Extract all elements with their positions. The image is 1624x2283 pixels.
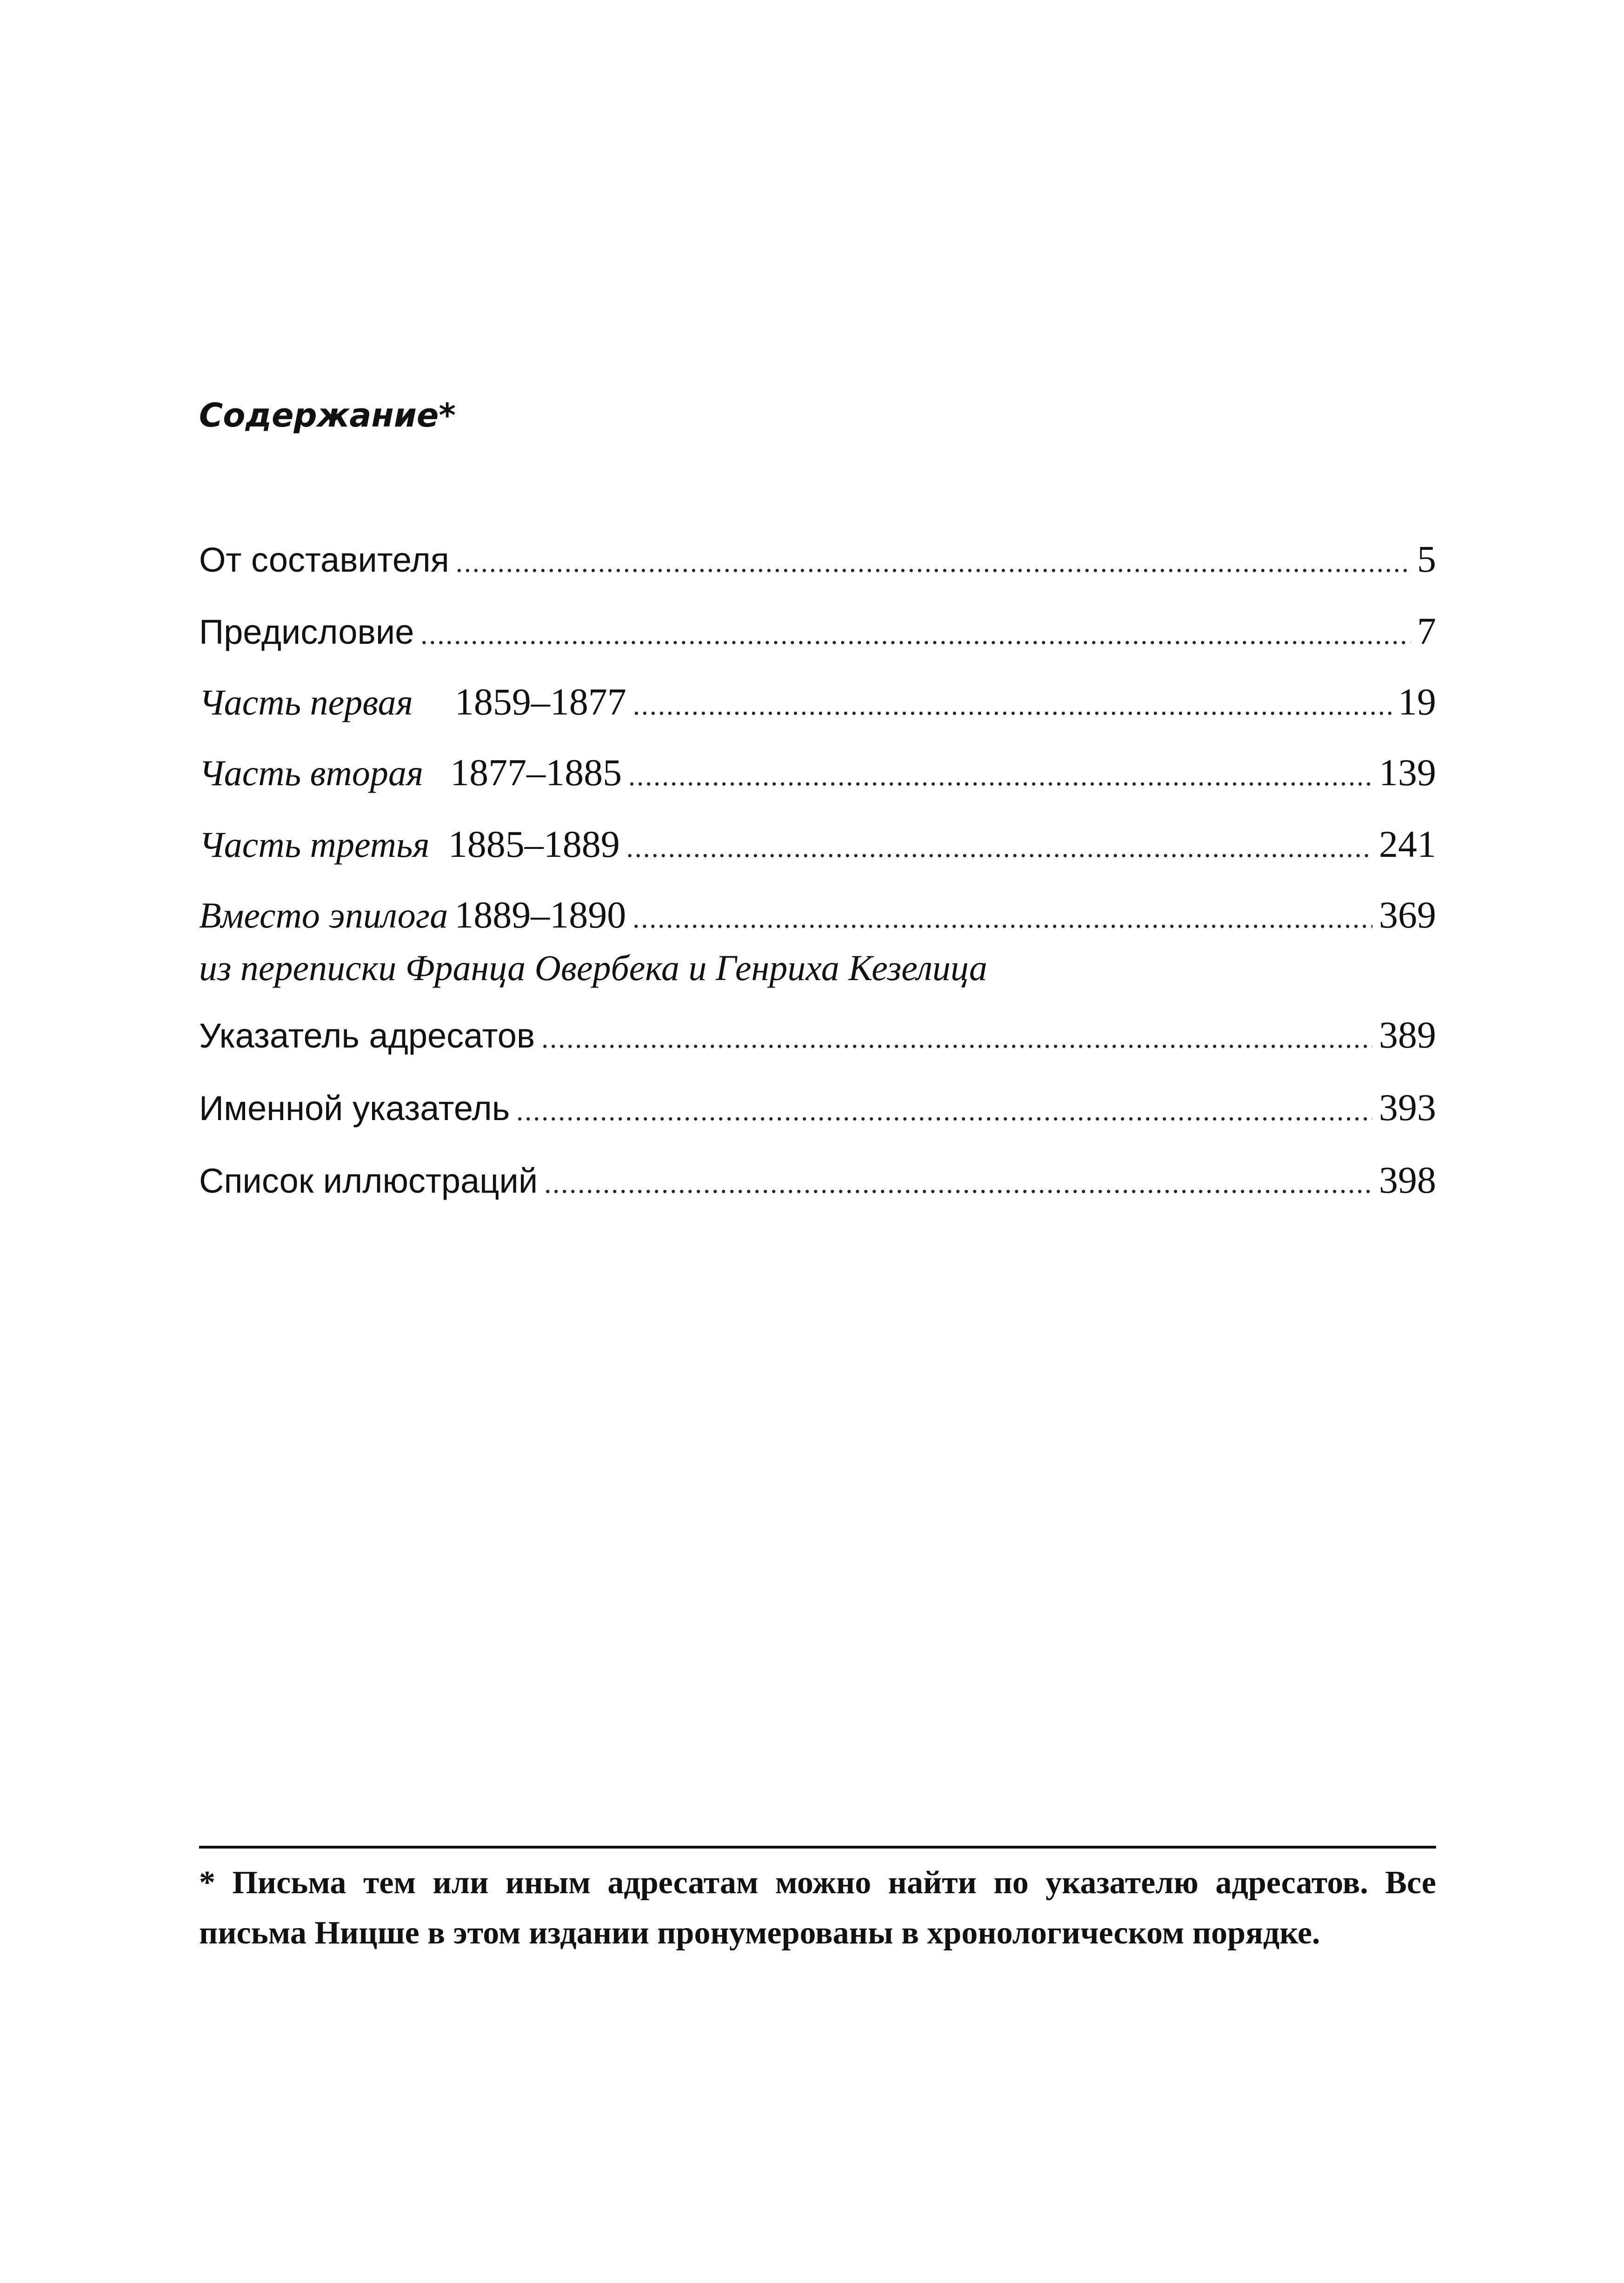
toc-entry-label: Часть третья	[199, 824, 430, 865]
toc-entry-part-one[interactable]	[199, 680, 1436, 731]
toc-entry-years: 1889–1890	[454, 894, 626, 936]
toc-entry-years: 1885–1889	[448, 823, 620, 865]
dot-leader	[420, 619, 1411, 651]
toc-entry-page: 393	[1379, 1086, 1436, 1128]
footnote	[199, 1846, 1436, 1958]
toc-entry-page: 7	[1417, 610, 1436, 652]
page-title: Содержание*	[199, 396, 456, 434]
toc-entry-label: Именной указатель	[199, 1089, 510, 1128]
dot-leader	[632, 902, 1372, 935]
toc-entry-page: 398	[1379, 1159, 1436, 1201]
toc-entry-page: 19	[1398, 681, 1436, 723]
toc-entry-recipient-index[interactable]	[199, 1013, 1436, 1064]
toc-entry-page: 5	[1417, 538, 1436, 580]
toc-entry-name-index[interactable]	[199, 1086, 1436, 1137]
toc-entry-page: 241	[1379, 823, 1436, 865]
toc-entry-label: От составителя	[199, 541, 449, 579]
dot-leader	[456, 547, 1411, 579]
toc-entry-years: 1877–1885	[450, 751, 622, 794]
dot-leader	[516, 1095, 1372, 1127]
toc-entry-illustrations[interactable]	[199, 1158, 1436, 1209]
toc-entry-part-two[interactable]	[199, 751, 1436, 802]
toc-entry-instead-of-epilogue[interactable]	[199, 893, 1436, 944]
toc-entry-from-compiler[interactable]	[199, 537, 1436, 588]
footnote-divider	[199, 1846, 1436, 1849]
toc-entry-label: Часть первая	[199, 682, 413, 722]
dot-leader	[633, 689, 1391, 721]
toc-entry-label: Предисловие	[199, 613, 414, 651]
toc-entry-part-three[interactable]	[199, 822, 1436, 874]
dot-leader	[626, 832, 1372, 864]
toc-entry-page: 369	[1379, 894, 1436, 936]
footnote-text: * Письма тем или иным адресатам можно найти по указателю адресатов. Все письма Ницше в этом издании пронумерованы в хронологическом порядке.	[199, 1865, 1436, 1951]
toc-entry-years: 1859–1877	[454, 681, 626, 723]
toc-entry-label: Часть вторая	[199, 753, 424, 793]
toc-entry-label: Указатель адресатов	[199, 1016, 535, 1055]
toc-entry-label: Список иллюстраций	[199, 1162, 538, 1200]
toc-entry-page: 389	[1379, 1014, 1436, 1056]
dot-leader	[541, 1022, 1372, 1055]
dot-leader	[544, 1168, 1372, 1200]
toc-entry-label: Вместо эпилога	[199, 895, 448, 935]
dot-leader	[628, 760, 1372, 792]
toc-entry-preface[interactable]	[199, 609, 1436, 661]
toc-entry-subtitle: из переписки Франца Овербека и Генриха Кезелица	[199, 948, 987, 988]
toc-entry-page: 139	[1379, 751, 1436, 794]
